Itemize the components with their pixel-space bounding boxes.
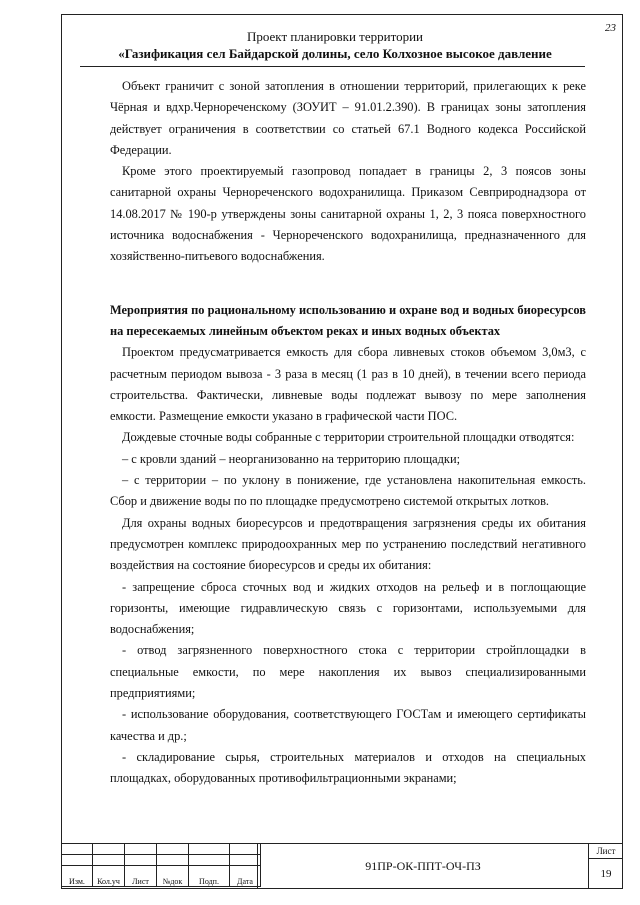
stamp-label: Изм. [62,866,93,887]
header-divider [80,66,585,67]
list-item: – с территории – по уклону в понижение, где установлена накопительная емкость. Сбор и движение воды по по площадке предусмотрено системой открытых лотков. [110,473,586,509]
stamp-label: №док [157,866,189,887]
list-item: - отвод загрязненного поверхностного стока с территории стройплощадки в специальные емкости, по мере накопления их вывоз специализированными предприятиями; [110,643,586,701]
page-number: 23 [605,22,616,34]
header-line-2: «Газификация сел Байдарской долины, село Колхозное высокое давление [118,46,552,61]
sheet-box [588,843,623,889]
paragraph: Проектом предусматривается емкость для сбора ливневых стоков объемом 3,0м3, с расчетным периодом вывоза - 3 раза в месяц (1 раз в 10 дней), в течении всего периода строительства. Фактически, ливневые воды подлежат вывозу по мере заполнения емкости. Размещение емкости указано в графической части ПОС. [110,345,586,424]
stamp-label: Лист [125,866,157,887]
stamp-label: Кол.уч [93,866,125,887]
sheet-label: Лист [589,844,623,859]
list-item: - запрещение сброса сточных вод и жидких отходов на рельеф и в поглощающие горизонты, имеющие гидравлическую связь с горизонтами, используемыми для водоснабжения; [110,579,586,637]
stamp-label: Дата [230,866,261,887]
section-heading: Мероприятия по рациональному использованию и охране вод и водных биоресурсов на пересекаемых линейным объектом реках и иных водных объектах [110,302,586,338]
document-code: 91ПР-ОК-ППТ-ОЧ-ПЗ [257,843,588,889]
paragraph: Объект граничит с зоной затопления в отношении территорий, прилегающих к реке Чёрная и вдхр.Чернореченскому (ЗОУИТ – 91.01.2.390). В границах зоны затопления действует ограничения в соответствии со статьей 67.1 Водного кодекса Российской Федерации. [110,79,586,157]
header-line-1: Проект планировки территории [246,29,423,44]
stamp-label: Подп. [189,866,230,887]
paragraph: Дождевые сточные воды собранные с территории строительной площадки отводятся: [122,430,575,445]
list-item: - складирование сырья, строительных материалов и отходов на специальных площадках, оборудованных противофильтрационными экранами; [110,749,586,786]
paragraph: Кроме этого проектируемый газопровод попадает в границы 2, 3 поясов зоны санитарной охраны Чернореченского водохранилища. Приказом Севприроднадзора от 14.08.2017 № 190-р утверждены зоны санитарной охраны 1, 2, 3 пояса поверхностного источника водоснабжения - Чернореченского водохранилища, предназначенного для хозяйственно-питьевого водоснабжения. [110,164,586,264]
title-block-stamp [61,843,623,889]
document-header [80,28,590,62]
list-item: - использование оборудования, соответствующего ГОСТам и имеющего сертификаты качества и др.; [110,707,586,743]
paragraph: Для охраны водных биоресурсов и предотвращения загрязнения среды их обитания предусмотрен комплекс природоохранных мер по устранению последствий негативного воздействия на состояние биоресурсов и среды их обитания: [110,515,586,573]
sheet-number: 19 [600,868,612,880]
stamp-grid [61,843,261,887]
document-body [110,76,586,790]
list-item: – с кровли зданий – неорганизованно на территорию площадки; [122,451,461,466]
